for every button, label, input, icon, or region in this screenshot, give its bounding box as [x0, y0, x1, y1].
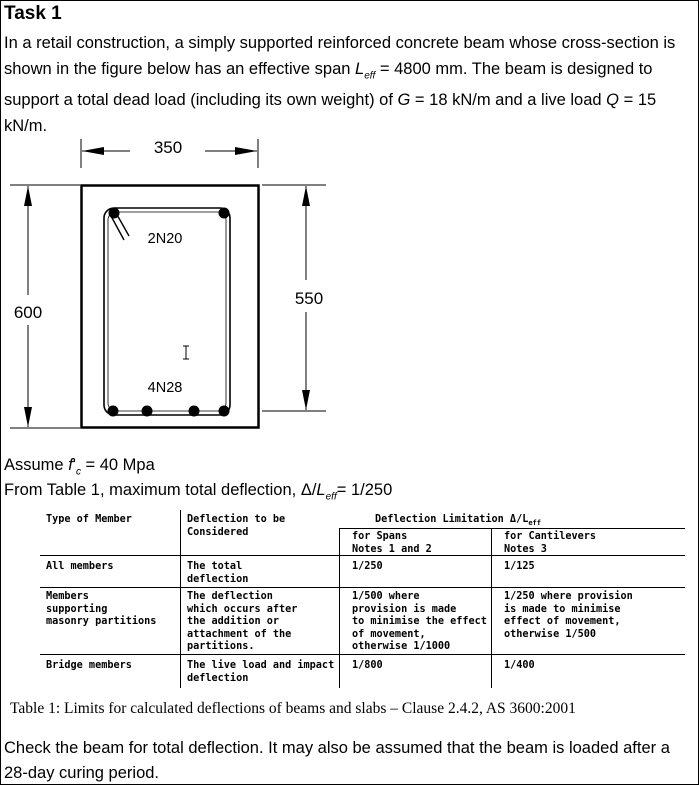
row1-type: All members: [46, 561, 114, 572]
header-for-spans: for Spans Notes 1 and 2: [352, 531, 432, 555]
row3-spans: 1/800: [352, 660, 383, 671]
from-table-L-symbol: L: [316, 481, 326, 499]
intro-Q-symbol: Q: [606, 91, 620, 110]
assume-f-symbol: f: [68, 456, 73, 474]
intro-text-3: = 18 kN/m and a live load: [410, 91, 607, 110]
width-dimension-label: 350: [153, 138, 183, 157]
top-bar-left: [109, 208, 120, 219]
bottom-bars-label: 4N28: [147, 380, 183, 396]
row1-deflection: The total deflection: [187, 561, 249, 585]
table-caption: Table 1: Limits for calculated deflections of beams and slabs – Clause 2.4.2, AS 3600:2001: [10, 700, 576, 717]
assume-c-subscript: c: [75, 466, 81, 478]
height-dimension-label: 600: [13, 303, 43, 322]
depth-dimension-label: 550: [294, 289, 324, 308]
row2-cantilevers: 1/250 where provision is made to minimise effect of movement, otherwise 1/500: [504, 591, 633, 640]
task-title: Task 1: [4, 3, 62, 24]
bottom-bar-2: [142, 406, 153, 417]
row2-type: Members supporting masonry partitions: [46, 591, 157, 627]
intro-G-symbol: G: [397, 91, 411, 110]
header-limitation-sub: eff: [528, 519, 541, 528]
top-bars-label: 2N20: [147, 231, 183, 247]
header-limitation-text: Deflection Limitation Δ/L: [375, 514, 529, 525]
assume-suffix: = 40 Mpa: [80, 456, 155, 474]
row3-deflection: The live load and impact deflection: [187, 660, 335, 684]
from-table-eff-subscript: eff: [325, 491, 337, 503]
row3-type: Bridge members: [46, 660, 132, 671]
intro-text-1: In a retail construction, a simply supported reinforced concrete beam whose cross-section is shown in the figure below has an effective span: [4, 34, 676, 78]
text-cursor-icon: [183, 346, 189, 359]
row1-cantilevers: 1/125: [504, 561, 535, 572]
bottom-bar-4: [219, 406, 230, 417]
assume-statement: [4, 456, 155, 477]
header-type-of-member: Type of Member: [46, 514, 132, 525]
row2-deflection: The deflection which occurs after the addition or attachment of the partitions.: [187, 591, 298, 652]
row1-spans: 1/250: [352, 561, 383, 572]
header-for-cantilevers: for Cantilevers Notes 3: [504, 531, 597, 555]
intro-eff-subscript: eff: [364, 69, 376, 81]
row3-cantilevers: 1/400: [504, 660, 535, 671]
header-deflection-considered: Deflection to be Considered: [187, 514, 286, 538]
deflection-limits-table: [40, 510, 690, 690]
intro-text-2: = 4800 mm. The beam is designed to support a total dead load (including its own weight) of: [4, 59, 653, 110]
intro-paragraph: [4, 31, 694, 139]
max-deflection-statement: [4, 481, 392, 502]
beam-cross-section-figure: [0, 130, 400, 455]
from-table-prefix: From Table 1, maximum total deflection, Δ/: [4, 481, 317, 499]
intro-L-symbol: L: [355, 59, 365, 78]
top-bar-right: [219, 208, 230, 219]
check-instruction: Check the beam for total deflection. It may also be assumed that the beam is loaded after a 28-day curing period.: [4, 739, 670, 782]
intro-text-4: = 15 kN/m.: [4, 91, 657, 135]
row2-spans: 1/500 where provision is made to minimise the effect of movement, otherwise 1/1000: [352, 591, 487, 652]
bottom-bar-3: [189, 406, 200, 417]
from-table-suffix: = 1/250: [336, 481, 393, 499]
bottom-bar-1: [108, 406, 119, 417]
assume-prime: ': [72, 456, 76, 474]
assume-prefix: Assume: [4, 456, 69, 474]
